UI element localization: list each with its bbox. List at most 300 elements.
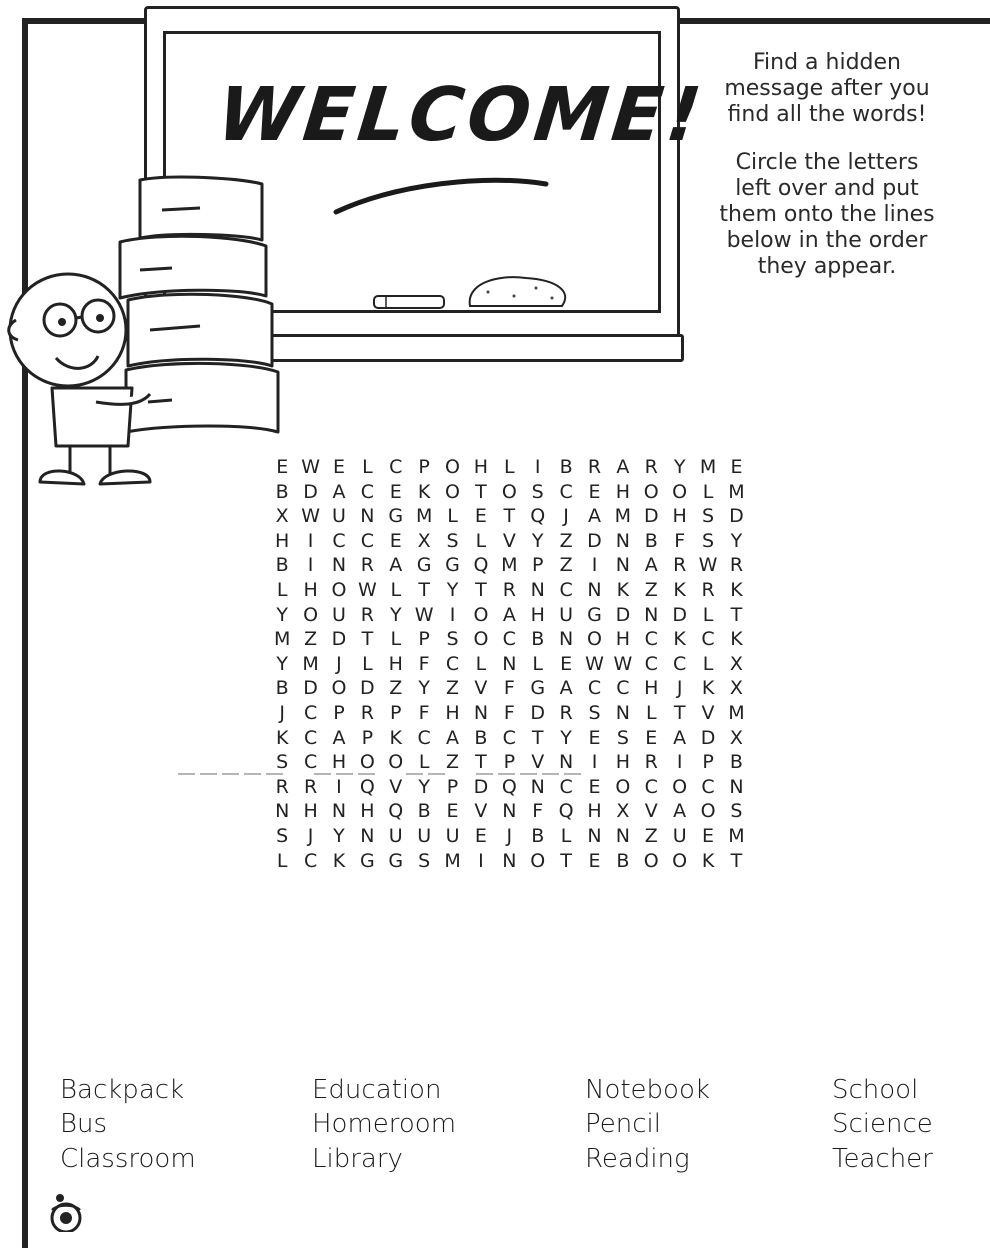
grid-letter[interactable]: N [558,628,574,651]
grid-letter[interactable]: E [474,824,487,847]
grid-letter[interactable]: T [730,849,743,872]
grid-letter[interactable]: G [360,849,375,872]
grid-letter[interactable]: F [418,652,430,675]
grid-letter[interactable]: J [307,824,314,847]
grid-letter[interactable]: E [474,505,487,528]
grid-letter[interactable]: O [700,800,716,823]
grid-letter[interactable]: O [303,603,319,626]
grid-letter[interactable]: N [530,578,545,601]
grid-letter[interactable]: L [418,751,430,774]
grid-letter[interactable]: H [445,701,460,724]
answer-blank[interactable] [358,773,375,775]
grid-letter[interactable]: E [332,456,345,478]
grid-letter[interactable]: O [445,480,461,503]
grid-letter[interactable]: S [702,505,715,528]
grid-letter[interactable]: S [702,529,715,552]
grid-letter[interactable]: R [303,775,318,798]
grid-letter[interactable]: W [301,505,320,528]
grid-letter[interactable]: Z [304,628,318,651]
grid-letter[interactable]: S [446,529,459,552]
answer-blank[interactable] [564,773,581,775]
grid-letter[interactable]: K [417,480,431,503]
grid-letter[interactable]: R [360,603,374,626]
grid-letter[interactable]: S [418,849,431,872]
grid-letter[interactable]: B [616,849,630,872]
grid-letter[interactable]: N [615,824,630,847]
grid-letter[interactable]: O [359,751,375,774]
grid-letter[interactable]: R [587,456,602,478]
grid-letter[interactable]: C [303,849,318,872]
grid-letter[interactable]: Y [333,824,345,847]
grid-letter[interactable]: G [530,677,546,700]
answer-blank[interactable] [178,773,195,775]
grid-letter[interactable]: V [701,701,715,724]
grid-letter[interactable]: V [474,800,488,823]
grid-letter[interactable]: K [389,726,402,749]
grid-letter[interactable]: P [503,751,516,774]
grid-letter[interactable]: H [530,603,545,626]
grid-letter[interactable]: N [729,775,744,798]
grid-letter[interactable]: P [702,751,714,774]
grid-letter[interactable]: C [502,628,516,651]
grid-letter[interactable]: O [331,677,347,700]
grid-letter[interactable]: Y [418,677,430,700]
grid-letter[interactable]: B [275,677,289,700]
grid-letter[interactable]: N [473,701,489,724]
grid-letter[interactable]: E [560,652,573,675]
grid-letter[interactable]: W [613,652,633,675]
grid-letter[interactable]: E [702,824,715,847]
grid-letter[interactable]: G [587,603,602,626]
grid-letter[interactable]: J [279,701,285,724]
grid-letter[interactable]: T [503,505,516,528]
grid-letter[interactable]: M [614,505,632,528]
grid-letter[interactable]: S [616,726,629,749]
grid-letter[interactable]: H [360,800,375,823]
grid-letter[interactable]: X [729,677,743,700]
grid-letter[interactable]: O [473,603,489,626]
grid-letter[interactable]: J [676,677,683,700]
grid-letter[interactable]: P [390,701,402,724]
grid-letter[interactable]: H [275,529,290,552]
grid-letter[interactable]: X [275,505,289,528]
grid-letter[interactable]: I [307,554,314,577]
grid-letter[interactable]: O [501,480,517,503]
grid-letter[interactable]: H [331,751,347,774]
grid-letter[interactable]: Z [446,677,460,700]
grid-letter[interactable]: C [616,677,630,700]
grid-letter[interactable]: N [275,800,290,823]
grid-letter[interactable]: Q [501,775,517,798]
grid-letter[interactable]: A [673,800,687,823]
grid-letter[interactable]: L [447,505,458,528]
grid-letter[interactable]: L [276,849,288,872]
grid-letter[interactable]: C [559,578,573,601]
grid-letter[interactable]: K [275,726,289,749]
grid-letter[interactable]: U [332,505,346,528]
grid-letter[interactable]: I [307,529,314,552]
grid-letter[interactable]: C [559,480,573,503]
grid-letter[interactable]: M [273,628,291,651]
grid-letter[interactable]: S [276,751,289,774]
grid-letter[interactable]: Q [388,800,404,823]
grid-letter[interactable]: E [446,800,459,823]
grid-letter[interactable]: A [502,603,516,626]
grid-letter[interactable]: D [303,677,318,700]
grid-letter[interactable]: R [360,701,374,724]
grid-letter[interactable]: B [729,751,743,774]
grid-letter[interactable]: T [673,701,686,724]
grid-letter[interactable]: S [588,701,601,724]
grid-letter[interactable]: L [702,480,714,503]
grid-letter[interactable]: C [502,726,516,749]
grid-letter[interactable]: Z [559,554,573,577]
grid-letter[interactable]: T [418,578,430,601]
grid-letter[interactable]: U [417,824,432,847]
grid-letter[interactable]: B [275,480,289,503]
grid-letter[interactable]: L [390,628,402,651]
grid-letter[interactable]: R [275,775,289,798]
grid-letter[interactable]: E [588,726,601,749]
grid-letter[interactable]: A [446,726,460,749]
grid-letter[interactable]: O [445,456,461,478]
grid-letter[interactable]: M [728,824,745,847]
grid-letter[interactable]: E [730,456,743,478]
grid-letter[interactable]: B [644,529,658,552]
grid-letter[interactable]: M [728,701,745,724]
grid-letter[interactable]: B [531,628,545,651]
grid-letter[interactable]: O [530,849,546,872]
grid-letter[interactable]: I [534,456,541,478]
grid-letter[interactable]: E [276,456,289,478]
grid-letter[interactable]: B [474,726,488,749]
grid-letter[interactable]: G [388,849,404,872]
grid-letter[interactable]: X [729,726,743,749]
grid-letter[interactable]: Y [730,529,743,552]
grid-letter[interactable]: V [531,751,545,774]
grid-letter[interactable]: H [672,505,687,528]
grid-letter[interactable]: F [532,800,544,823]
grid-letter[interactable]: A [559,677,573,700]
grid-letter[interactable]: D [643,505,659,528]
grid-letter[interactable]: C [701,775,715,798]
grid-letter[interactable]: I [591,751,598,774]
grid-letter[interactable]: H [303,578,318,601]
answer-blank[interactable] [222,773,239,775]
grid-letter[interactable]: Z [389,677,403,700]
grid-letter[interactable]: C [360,480,374,503]
grid-letter[interactable]: A [332,726,346,749]
grid-letter[interactable]: C [360,529,374,552]
answer-blank[interactable] [314,773,331,775]
grid-letter[interactable]: F [503,701,515,724]
grid-letter[interactable]: S [730,800,743,823]
grid-letter[interactable]: Y [389,603,402,626]
grid-letter[interactable]: U [445,824,460,847]
grid-letter[interactable]: T [475,480,487,503]
grid-letter[interactable]: U [672,824,687,847]
grid-letter[interactable]: E [588,775,601,798]
grid-letter[interactable]: N [502,800,517,823]
grid-letter[interactable]: M [728,480,745,503]
grid-letter[interactable]: D [729,505,744,528]
grid-letter[interactable]: O [587,628,602,651]
grid-letter[interactable]: C [303,726,318,749]
grid-letter[interactable]: Q [359,775,375,798]
grid-letter[interactable]: E [588,849,601,872]
grid-letter[interactable]: J [506,824,513,847]
grid-letter[interactable]: U [559,603,574,626]
grid-letter[interactable]: L [560,824,572,847]
grid-letter[interactable]: J [563,505,569,528]
grid-letter[interactable]: K [332,849,346,872]
grid-letter[interactable]: Y [418,775,430,798]
grid-letter[interactable]: H [388,652,403,675]
answer-blank[interactable] [200,773,217,775]
grid-letter[interactable]: I [478,849,484,872]
grid-letter[interactable]: O [672,775,688,798]
grid-letter[interactable]: R [559,701,573,724]
grid-letter[interactable]: Q [558,800,574,823]
grid-letter[interactable]: A [616,456,630,478]
grid-letter[interactable]: B [275,554,289,577]
grid-letter[interactable]: R [644,456,658,478]
grid-letter[interactable]: K [673,578,686,601]
answer-blank[interactable] [498,773,515,775]
grid-letter[interactable]: Q [473,554,489,577]
grid-letter[interactable]: K [701,677,715,700]
grid-letter[interactable]: E [588,480,601,503]
grid-letter[interactable]: Z [644,578,658,601]
grid-letter[interactable]: T [531,726,544,749]
grid-letter[interactable]: K [730,578,743,601]
grid-letter[interactable]: P [418,456,430,478]
grid-letter[interactable]: S [446,628,459,651]
grid-letter[interactable]: Y [446,578,459,601]
grid-letter[interactable]: X [417,529,431,552]
grid-letter[interactable]: R [360,554,374,577]
grid-letter[interactable]: V [389,775,403,798]
grid-letter[interactable]: N [587,824,602,847]
grid-letter[interactable]: P [418,628,430,651]
grid-letter[interactable]: R [673,554,687,577]
grid-letter[interactable]: Y [560,726,572,749]
grid-letter[interactable]: A [332,480,346,503]
grid-letter[interactable]: C [701,628,715,651]
grid-letter[interactable]: D [331,628,347,651]
grid-letter[interactable]: R [701,578,715,601]
grid-letter[interactable]: C [303,701,318,724]
grid-letter[interactable]: K [730,628,743,651]
grid-letter[interactable]: R [644,751,658,774]
grid-letter[interactable]: I [591,554,598,577]
grid-letter[interactable]: H [615,480,631,503]
grid-letter[interactable]: E [389,529,402,552]
grid-letter[interactable]: N [331,800,347,823]
grid-letter[interactable]: O [643,849,659,872]
grid-letter[interactable]: C [417,726,431,749]
grid-letter[interactable]: K [616,578,630,601]
grid-letter[interactable]: M [302,652,319,675]
grid-letter[interactable]: B [531,824,545,847]
answer-blank[interactable] [428,773,445,775]
grid-letter[interactable]: U [388,824,403,847]
answer-blank[interactable] [406,773,423,775]
grid-letter[interactable]: F [503,677,515,700]
grid-letter[interactable]: O [331,578,347,601]
grid-letter[interactable]: V [502,529,516,552]
answer-blank[interactable] [476,773,493,775]
grid-letter[interactable]: M [444,849,461,872]
grid-letter[interactable]: R [729,554,744,577]
grid-letter[interactable]: H [644,677,659,700]
grid-letter[interactable]: D [473,775,489,798]
grid-letter[interactable]: D [530,701,546,724]
grid-letter[interactable]: X [729,652,743,675]
grid-letter[interactable]: P [333,701,345,724]
grid-letter[interactable]: M [699,456,717,478]
grid-letter[interactable]: W [301,456,320,478]
answer-blank[interactable] [266,773,283,775]
grid-letter[interactable]: T [361,628,374,651]
grid-letter[interactable]: P [531,554,544,577]
grid-letter[interactable]: U [332,603,346,626]
grid-letter[interactable]: T [730,603,743,626]
grid-letter[interactable]: C [644,628,658,651]
grid-letter[interactable]: L [276,578,288,601]
grid-letter[interactable]: N [360,824,375,847]
grid-letter[interactable]: D [303,480,318,503]
grid-letter[interactable]: Z [446,751,460,774]
grid-letter[interactable]: I [676,751,683,774]
grid-letter[interactable]: Z [559,529,573,552]
grid-letter[interactable]: L [362,456,373,478]
grid-letter[interactable]: N [360,505,375,528]
grid-letter[interactable]: L [390,578,402,601]
grid-letter[interactable]: L [504,456,515,478]
grid-letter[interactable]: L [702,603,714,626]
grid-letter[interactable]: H [615,628,631,651]
grid-letter[interactable]: N [530,775,545,798]
grid-letter[interactable]: D [672,603,687,626]
grid-letter[interactable]: I [449,603,456,626]
grid-letter[interactable]: H [615,751,631,774]
grid-letter[interactable]: W [698,554,718,577]
grid-letter[interactable]: O [615,775,631,798]
grid-letter[interactable]: E [389,480,402,503]
grid-letter[interactable]: T [560,849,572,872]
grid-letter[interactable]: N [331,554,347,577]
grid-letter[interactable]: G [416,554,432,577]
grid-letter[interactable]: F [674,529,686,552]
grid-letter[interactable]: H [303,800,318,823]
grid-letter[interactable]: W [414,603,434,626]
answer-blank[interactable] [336,773,353,775]
grid-letter[interactable]: Z [644,824,658,847]
grid-letter[interactable]: O [473,628,489,651]
grid-letter[interactable]: Y [276,652,288,675]
grid-letter[interactable]: G [445,554,460,577]
grid-letter[interactable]: S [531,480,544,503]
grid-letter[interactable]: L [475,529,487,552]
grid-letter[interactable]: L [362,652,373,675]
grid-letter[interactable]: C [587,677,602,700]
answer-blank[interactable] [520,773,537,775]
grid-letter[interactable]: I [336,775,342,798]
grid-letter[interactable]: D [587,529,602,552]
grid-letter[interactable]: F [418,701,430,724]
grid-letter[interactable]: P [361,726,374,749]
grid-letter[interactable]: H [473,456,489,478]
grid-letter[interactable]: Y [673,456,686,478]
grid-letter[interactable]: B [417,800,431,823]
grid-letter[interactable]: D [360,677,375,700]
grid-letter[interactable]: C [445,652,460,675]
grid-letter[interactable]: V [474,677,488,700]
grid-letter[interactable]: E [645,726,658,749]
grid-letter[interactable]: M [501,554,518,577]
grid-letter[interactable]: M [415,505,433,528]
grid-letter[interactable]: T [475,751,487,774]
grid-letter[interactable]: L [475,652,487,675]
grid-letter[interactable]: N [558,751,574,774]
answer-blank[interactable] [542,773,559,775]
grid-letter[interactable]: B [559,456,573,478]
grid-letter[interactable]: A [587,505,601,528]
grid-letter[interactable]: K [701,849,715,872]
grid-letter[interactable]: O [672,849,688,872]
grid-letter[interactable]: W [585,652,604,675]
grid-letter[interactable]: C [673,652,687,675]
grid-letter[interactable]: N [615,529,630,552]
grid-letter[interactable]: Y [531,529,544,552]
grid-letter[interactable]: L [702,652,714,675]
grid-letter[interactable]: G [388,505,404,528]
grid-letter[interactable]: C [332,529,346,552]
grid-letter[interactable]: O [388,751,404,774]
grid-letter[interactable]: A [644,554,658,577]
grid-letter[interactable]: C [644,652,658,675]
grid-letter[interactable]: N [644,603,659,626]
grid-letter[interactable]: K [673,628,686,651]
grid-letter[interactable]: J [336,652,342,675]
grid-letter[interactable]: C [559,775,573,798]
grid-letter[interactable]: Y [276,603,288,626]
grid-letter[interactable]: R [502,578,516,601]
grid-letter[interactable]: O [672,480,688,503]
grid-letter[interactable]: C [303,751,318,774]
grid-letter[interactable]: X [616,800,630,823]
grid-letter[interactable]: S [276,824,289,847]
grid-letter[interactable]: O [643,480,659,503]
grid-letter[interactable]: P [446,775,459,798]
answer-blank[interactable] [244,773,261,775]
grid-letter[interactable]: N [502,652,517,675]
grid-letter[interactable]: H [587,800,602,823]
grid-letter[interactable]: A [389,554,403,577]
grid-letter[interactable]: N [587,578,602,601]
grid-letter[interactable]: D [700,726,716,749]
grid-letter[interactable]: N [615,701,630,724]
grid-letter[interactable]: W [357,578,377,601]
grid-letter[interactable]: Q [530,505,546,528]
grid-letter[interactable]: C [644,775,658,798]
grid-letter[interactable]: T [475,578,487,601]
grid-letter[interactable]: N [502,849,517,872]
grid-letter[interactable]: D [615,603,631,626]
grid-letter[interactable]: C [389,456,403,478]
grid-letter[interactable]: A [673,726,687,749]
